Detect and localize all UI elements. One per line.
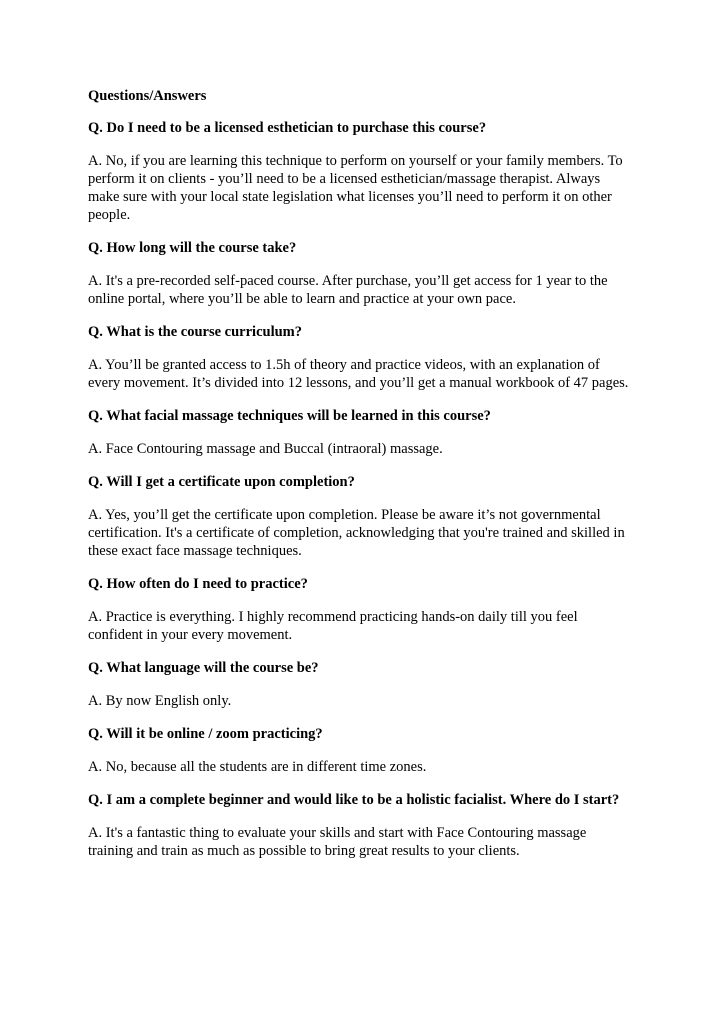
faq-question: Q. I am a complete beginner and would like to be a holistic facialist. Where do I start? <box>88 792 620 808</box>
faq-question: Q. What is the course curriculum? <box>88 324 302 340</box>
faq-answer-line: confident in your every movement. <box>88 627 293 643</box>
faq-item <box>88 119 644 224</box>
faq-answer <box>88 506 644 560</box>
faq-answer-line: A. Face Contouring massage and Buccal (intraoral) massage. <box>88 441 443 457</box>
faq-answer <box>88 758 644 776</box>
faq-answer-line: make sure with your local state legislation what licenses you’ll need to perform it on other <box>88 189 612 205</box>
faq-answer-line: online portal, where you’ll be able to learn and practice at your own pace. <box>88 291 516 307</box>
faq-answer <box>88 152 644 224</box>
faq-list <box>88 119 644 860</box>
faq-answer-line: A. No, because all the students are in different time zones. <box>88 759 427 775</box>
faq-answer <box>88 272 644 308</box>
faq-answer-line: people. <box>88 207 131 223</box>
faq-answer-line: A. Yes, you’ll get the certificate upon completion. Please be aware it’s not governmental <box>88 507 601 523</box>
faq-question: Q. What language will the course be? <box>88 660 319 676</box>
faq-question: Q. Will I get a certificate upon completion? <box>88 474 355 490</box>
faq-question: Q. How long will the course take? <box>88 240 297 256</box>
faq-item <box>88 473 644 560</box>
faq-answer-line: these exact face massage techniques. <box>88 543 302 559</box>
faq-answer-line: A. It's a pre-recorded self-paced course. After purchase, you’ll get access for 1 year to the <box>88 273 608 289</box>
faq-answer-line: training and train as much as possible to bring great results to your clients. <box>88 843 520 859</box>
faq-answer <box>88 356 644 392</box>
faq-item <box>88 323 644 392</box>
faq-item <box>88 575 644 644</box>
faq-answer-line: certification. It's a certificate of completion, acknowledging that you're trained and skilled in <box>88 525 625 541</box>
faq-answer-line: A. It's a fantastic thing to evaluate your skills and start with Face Contouring massage <box>88 825 587 841</box>
faq-question: Q. What facial massage techniques will be learned in this course? <box>88 408 491 424</box>
faq-answer-line: A. Practice is everything. I highly recommend practicing hands-on daily till you feel <box>88 609 578 625</box>
faq-item <box>88 659 644 710</box>
faq-answer-line: A. You’ll be granted access to 1.5h of theory and practice videos, with an explanation of <box>88 357 600 373</box>
document-title: Questions/Answers <box>88 88 207 104</box>
faq-question: Q. How often do I need to practice? <box>88 576 308 592</box>
faq-item <box>88 407 644 458</box>
faq-answer <box>88 608 644 644</box>
faq-answer <box>88 440 644 458</box>
faq-item <box>88 725 644 776</box>
faq-answer <box>88 824 644 860</box>
faq-answer <box>88 692 644 710</box>
faq-answer-line: perform it on clients - you’ll need to be a licensed esthetician/massage therapist. Always <box>88 171 601 187</box>
faq-question: Q. Do I need to be a licensed esthetician to purchase this course? <box>88 120 487 136</box>
faq-answer-line: A. No, if you are learning this technique to perform on yourself or your family members. To <box>88 153 623 169</box>
faq-question: Q. Will it be online / zoom practicing? <box>88 726 323 742</box>
faq-answer-line: A. By now English only. <box>88 693 232 709</box>
faq-item <box>88 239 644 308</box>
faq-answer-line: every movement. It’s divided into 12 lessons, and you’ll get a manual workbook of 47 pages. <box>88 375 629 391</box>
faq-item <box>88 791 644 860</box>
